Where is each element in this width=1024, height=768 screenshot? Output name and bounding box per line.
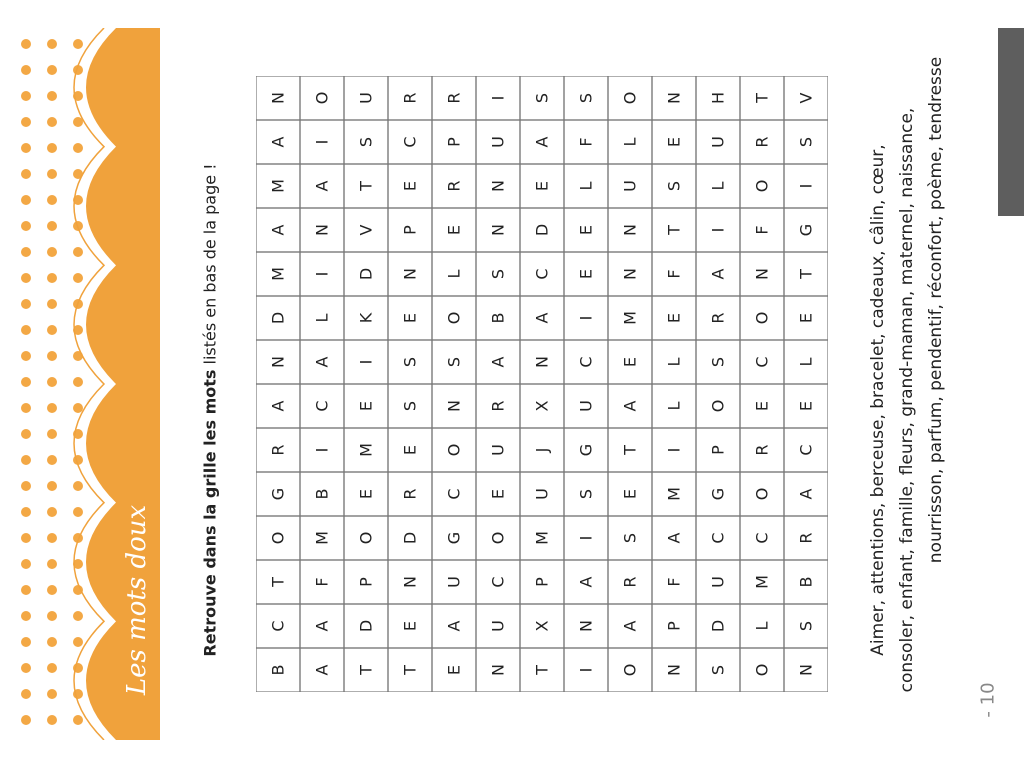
side-tab (998, 28, 1024, 216)
decorative-dot (47, 585, 57, 595)
grid-letter: A (576, 576, 596, 588)
grid-letter: S (400, 356, 420, 368)
grid-letter: S (708, 356, 728, 368)
decorative-dot (21, 117, 31, 127)
grid-letter: I (488, 95, 508, 101)
decorative-dot (47, 429, 57, 439)
grid-letter: R (796, 532, 816, 544)
decorative-dot (21, 637, 31, 647)
grid-letter: R (400, 488, 420, 500)
grid-letter: T (356, 181, 376, 191)
grid-letter: S (488, 268, 508, 280)
decorative-dot (21, 247, 31, 257)
grid-letter: L (708, 181, 728, 191)
grid-letter: N (312, 224, 332, 236)
decorative-dot (47, 143, 57, 153)
grid-letter: G (444, 531, 464, 545)
decorative-dot (21, 351, 31, 361)
decorative-dot (47, 117, 57, 127)
grid-letter: C (488, 576, 508, 588)
grid-letter: S (664, 180, 684, 192)
grid-letter: U (532, 488, 552, 500)
grid-letter: N (488, 180, 508, 192)
grid-letter: A (620, 400, 640, 412)
decorative-dot (21, 273, 31, 283)
grid-letter: R (488, 400, 508, 412)
grid-letter: L (444, 269, 464, 279)
grid-letter: T (752, 93, 772, 103)
grid-letter: B (488, 312, 508, 324)
grid-letter: M (356, 443, 376, 457)
grid-letter: O (752, 179, 772, 193)
grid-letter: E (620, 356, 640, 368)
grid-letter: M (532, 531, 552, 545)
grid-letter: I (312, 139, 332, 145)
grid-letter: O (356, 531, 376, 545)
grid-letter: U (356, 92, 376, 104)
grid-letter: A (444, 620, 464, 632)
decorative-dot (21, 169, 31, 179)
grid-letter: M (752, 575, 772, 589)
grid-letter: N (664, 92, 684, 104)
grid-letter: B (796, 576, 816, 588)
grid-letter: I (664, 447, 684, 453)
decorative-dot (47, 481, 57, 491)
decorative-dot (21, 481, 31, 491)
grid-letter: O (752, 487, 772, 501)
grid-letter: A (796, 488, 816, 500)
grid-letter: E (796, 400, 816, 412)
grid-letter: E (444, 664, 464, 676)
grid-letter: M (664, 487, 684, 501)
grid-letter: R (444, 92, 464, 104)
grid-letter: I (576, 535, 596, 541)
decorative-dot (73, 143, 83, 153)
grid-letter: L (752, 621, 772, 631)
grid-letter: A (312, 664, 332, 676)
grid-letter: S (400, 400, 420, 412)
grid-letter: E (400, 444, 420, 456)
decorative-dot (73, 611, 83, 621)
grid-letter: N (268, 92, 288, 104)
grid-letter: C (708, 532, 728, 544)
grid-letter: I (576, 315, 596, 321)
grid-letter: I (708, 227, 728, 233)
grid-letter: N (752, 268, 772, 280)
decorative-dot (73, 403, 83, 413)
grid-letter: A (268, 400, 288, 412)
grid-letter: N (444, 400, 464, 412)
grid-letter: P (664, 621, 684, 631)
decorative-dot (21, 559, 31, 569)
grid-letter: B (268, 664, 288, 676)
grid-letter: J (532, 447, 552, 453)
decorative-dot (73, 351, 83, 361)
grid-letter: V (356, 224, 376, 236)
grid-letter: N (796, 664, 816, 676)
decorative-dot (47, 715, 57, 725)
instruction-text (201, 163, 220, 656)
decorative-dot (21, 195, 31, 205)
decorative-dot (47, 455, 57, 465)
grid-letter: O (444, 443, 464, 457)
decorative-dot (21, 455, 31, 465)
grid-letter: A (664, 532, 684, 544)
grid-letter: U (488, 444, 508, 456)
grid-letter: S (796, 620, 816, 632)
grid-letter: R (400, 92, 420, 104)
grid-letter: A (488, 356, 508, 368)
grid-letter: S (708, 664, 728, 676)
decorative-dot (47, 195, 57, 205)
grid-letter: O (488, 531, 508, 545)
grid-letter: P (400, 225, 420, 235)
decorative-dot (73, 377, 83, 387)
grid-letter: D (356, 619, 376, 633)
grid-letter: F (664, 269, 684, 279)
decorative-dot (21, 663, 31, 673)
grid-letter: C (312, 400, 332, 412)
decorative-dot (47, 377, 57, 387)
grid-letter: E (620, 488, 640, 500)
grid-letter: U (620, 180, 640, 192)
decorative-dot (21, 325, 31, 335)
decorative-dot (21, 143, 31, 153)
grid-letter: U (488, 620, 508, 632)
grid-letter: A (620, 620, 640, 632)
decorative-dot (47, 247, 57, 257)
decorative-dot (21, 611, 31, 621)
decorative-dot (47, 403, 57, 413)
grid-letter: T (356, 665, 376, 675)
grid-letter: A (312, 620, 332, 632)
decorative-dot (47, 351, 57, 361)
grid-letter: I (312, 447, 332, 453)
grid-letter: I (796, 183, 816, 189)
grid-letter: E (356, 488, 376, 500)
grid-letter: D (400, 531, 420, 545)
grid-letter: E (664, 136, 684, 148)
grid-letter: R (444, 180, 464, 192)
grid-letter: S (796, 136, 816, 148)
grid-letter: D (708, 619, 728, 633)
grid-letter: P (708, 445, 728, 455)
grid-letter: D (532, 223, 552, 237)
decorative-dot (21, 377, 31, 387)
grid-letter: O (708, 399, 728, 413)
decorative-dot (21, 715, 31, 725)
grid-letter: C (444, 488, 464, 500)
decorative-dot (21, 221, 31, 231)
grid-letter: E (576, 224, 596, 236)
decorative-dot (47, 169, 57, 179)
grid-letter: A (312, 180, 332, 192)
grid-letter: U (444, 576, 464, 588)
grid-letter: D (356, 267, 376, 281)
grid-letter: O (752, 663, 772, 677)
decorative-dot (73, 637, 83, 647)
grid-letter: I (312, 271, 332, 277)
page-number: - 10 (977, 682, 999, 718)
decorative-dot (21, 533, 31, 543)
grid-letter: S (356, 136, 376, 148)
word-list-line: consoler, enfant, famille, fleurs, grand-maman, maternel, naissance, (897, 107, 917, 693)
decorative-dot (47, 637, 57, 647)
instruction-rest: listés en bas de la page ! (200, 163, 220, 370)
word-list-line: Aimer, attentions, berceuse, bracelet, cadeaux, câlin, cœur, (868, 144, 888, 656)
grid-letter: C (576, 356, 596, 368)
decorative-dot (47, 663, 57, 673)
grid-letter: G (708, 487, 728, 501)
grid-letter: P (356, 577, 376, 587)
decorative-dot (47, 299, 57, 309)
decorative-dot (21, 429, 31, 439)
grid-letter: I (356, 359, 376, 365)
grid-letter: A (532, 312, 552, 324)
decorative-dot (21, 507, 31, 517)
grid-letter: E (532, 180, 552, 192)
grid-letter: K (356, 312, 376, 324)
grid-letter: N (620, 224, 640, 236)
grid-letter: E (576, 268, 596, 280)
grid-letter: E (488, 488, 508, 500)
decorative-dot (47, 39, 57, 49)
grid-letter: E (664, 312, 684, 324)
grid-letter: C (752, 356, 772, 368)
grid-letter: R (752, 136, 772, 148)
grid-letter: S (532, 92, 552, 104)
grid-letter: E (796, 312, 816, 324)
grid-letter: A (312, 356, 332, 368)
grid-letter: F (752, 225, 772, 235)
grid-letter: N (664, 664, 684, 676)
grid-letter: L (620, 137, 640, 147)
grid-letter: N (488, 664, 508, 676)
grid-letter: O (444, 311, 464, 325)
grid-letter: L (576, 181, 596, 191)
grid-letter: M (268, 179, 288, 193)
decorative-dot (47, 689, 57, 699)
grid-letter: N (268, 356, 288, 368)
grid-letter: G (268, 487, 288, 501)
decorative-dot (47, 91, 57, 101)
grid-letter: C (400, 136, 420, 148)
grid-letter: G (576, 443, 596, 457)
grid-letter: E (400, 620, 420, 632)
grid-letter: O (620, 663, 640, 677)
grid-letter: E (444, 224, 464, 236)
grid-letter: E (400, 312, 420, 324)
decorative-dot (47, 533, 57, 543)
grid-letter: X (532, 400, 552, 412)
grid-letter: M (312, 531, 332, 545)
grid-letter: L (664, 401, 684, 411)
decorative-dot (47, 559, 57, 569)
grid-letter: O (752, 311, 772, 325)
grid-letter: T (664, 225, 684, 235)
grid-letter: A (268, 224, 288, 236)
grid-letter: U (576, 400, 596, 412)
grid-letter: O (620, 91, 640, 105)
decorative-dot (21, 689, 31, 699)
grid-letter: S (576, 488, 596, 500)
grid-letter: C (796, 444, 816, 456)
grid-letter: E (400, 180, 420, 192)
grid-letter: T (620, 445, 640, 455)
grid-letter: O (312, 91, 332, 105)
word-list-line: nourrisson, parfum, pendentif, réconfort, poème, tendresse (926, 56, 946, 564)
grid-letter: E (752, 400, 772, 412)
grid-letter: L (664, 357, 684, 367)
grid-letter: I (576, 667, 596, 673)
grid-letter: H (708, 91, 728, 105)
grid-letter: R (268, 444, 288, 456)
grid-letter: U (708, 576, 728, 588)
decorative-dot (73, 507, 83, 517)
word-search-grid (256, 76, 828, 692)
grid-letter: F (576, 137, 596, 147)
grid-letter: N (532, 356, 552, 368)
grid-letter: N (400, 268, 420, 280)
grid-letter: A (708, 268, 728, 280)
decorative-dot (73, 273, 83, 283)
grid-letter: R (708, 312, 728, 324)
grid-letter: S (620, 532, 640, 544)
grid-letter: T (532, 665, 552, 675)
grid-letter: R (620, 576, 640, 588)
decorative-dot (21, 91, 31, 101)
grid-letter: P (532, 577, 552, 587)
grid-letter: T (796, 269, 816, 279)
decorative-dot (73, 247, 83, 257)
decorative-dot (73, 39, 83, 49)
grid-letter: C (532, 268, 552, 280)
grid-letter: S (444, 356, 464, 368)
grid-letter: N (488, 224, 508, 236)
decorative-dot (47, 273, 57, 283)
grid-letter: C (268, 620, 288, 632)
grid-letter: N (620, 268, 640, 280)
decorative-dot (73, 715, 83, 725)
grid-letter: T (268, 577, 288, 587)
grid-letter: A (532, 136, 552, 148)
decorative-dot (21, 585, 31, 595)
grid-letter: D (268, 311, 288, 325)
grid-letter: L (312, 313, 332, 323)
grid-letter: M (268, 267, 288, 281)
grid-letter: N (400, 576, 420, 588)
decorative-dot (47, 325, 57, 335)
grid-letter: P (444, 137, 464, 147)
grid-letter: M (620, 311, 640, 325)
grid-letter: R (752, 444, 772, 456)
grid-letter: N (576, 620, 596, 632)
grid-letter: C (752, 532, 772, 544)
decorative-dot (21, 65, 31, 75)
grid-letter: S (576, 92, 596, 104)
decorative-dot (47, 65, 57, 75)
decorative-dot (47, 611, 57, 621)
decorative-dot (21, 299, 31, 309)
decorative-dot (21, 39, 31, 49)
grid-letter: X (532, 620, 552, 632)
decorative-dot (47, 507, 57, 517)
grid-letter: O (268, 531, 288, 545)
grid-letter: F (312, 577, 332, 587)
decorative-dot (21, 403, 31, 413)
grid-letter: V (796, 92, 816, 104)
grid-letter: E (356, 400, 376, 412)
grid-letter: T (400, 665, 420, 675)
grid-letter: F (664, 577, 684, 587)
grid-letter: B (312, 488, 332, 500)
decorative-dot (73, 481, 83, 491)
grid-letter: U (708, 136, 728, 148)
grid-letter: G (796, 223, 816, 237)
grid-letter: L (796, 357, 816, 367)
grid-letter: A (268, 136, 288, 148)
instruction-bold: Retrouve dans la grille les mots (200, 369, 220, 657)
grid-letter: U (488, 136, 508, 148)
decorative-dot (47, 221, 57, 231)
page-title: Les mots doux (122, 504, 152, 696)
